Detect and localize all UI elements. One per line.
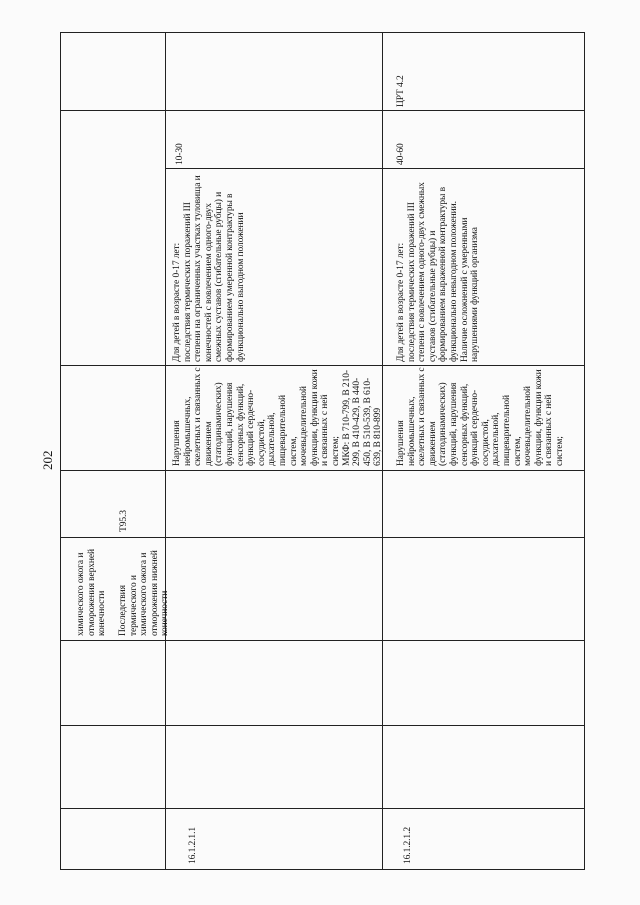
column-separator xyxy=(60,537,585,538)
criteria-text: Для детей в возрасте 0-17 лет: последствия термических поражений III степени с вовлечением одного-двух смежных суставов (сгибательные рубцы) и формированием выраженной контрактуры в функционально невыгодном положении. Наличие осложнений с умеренными нарушениями функций организма xyxy=(396,182,481,362)
percent-value: 40-60 xyxy=(396,143,406,165)
percent-value: 10-30 xyxy=(175,143,185,165)
criteria-text: Для детей в возрасте 0-17 лет: последствия термических поражений III степени на ограниченных участках туловища и конечностей с вовлечением одного-двух смежных суставов (сгибательные рубцы) и формированием умеренной контрактуры в функционально выгодном положении xyxy=(172,175,246,362)
table-border-bottom xyxy=(60,869,585,870)
row-code: 16.1.2.1.1 xyxy=(188,826,198,864)
icd-code: T95.3 xyxy=(119,510,129,532)
category-value: ЦРТ 4.2 xyxy=(396,75,406,107)
column-separator xyxy=(60,470,585,471)
disease-prefix: химического ожога и отморожения верхней конечности xyxy=(76,546,108,636)
column-separator xyxy=(60,640,585,641)
row-code: 16.1.2.1.2 xyxy=(403,826,413,864)
page-number: 202 xyxy=(40,450,55,470)
column-separator xyxy=(60,110,585,111)
dysfunction-text: Нарушения нейромышечных, скелетных и связанных с движением (статодинамических) функций, нарушения сенсорных функций, функций сердечно-сосудистой, дыхательной, пищеварительной систем, мочевыделительной функции, функции кожи и связанных с ней систем; МКФ: В 710-799, В 210-299, В 410-429, В 440-450, В 510-539, В 610-639, В 810-899 xyxy=(172,367,384,466)
column-separator xyxy=(165,168,585,169)
table-border-top xyxy=(60,32,585,33)
column-separator xyxy=(60,725,585,726)
table-border-right xyxy=(584,32,585,870)
dysfunction-text: Нарушения нейромышечных, скелетных и связанных с движением (статодинамических) функций, нарушения сенсорных функций, функций сердечно-сосудистой, дыхательной, пищеварительной систем, мочевыделительной функции, функции кожи и связанных с ней систем; xyxy=(396,365,565,466)
table-border-left xyxy=(60,32,61,870)
disease-name: Последствия термического и химического ожога и отморожения нижней конечности xyxy=(118,548,171,636)
column-separator xyxy=(60,808,585,809)
row-separator-top xyxy=(165,32,166,870)
